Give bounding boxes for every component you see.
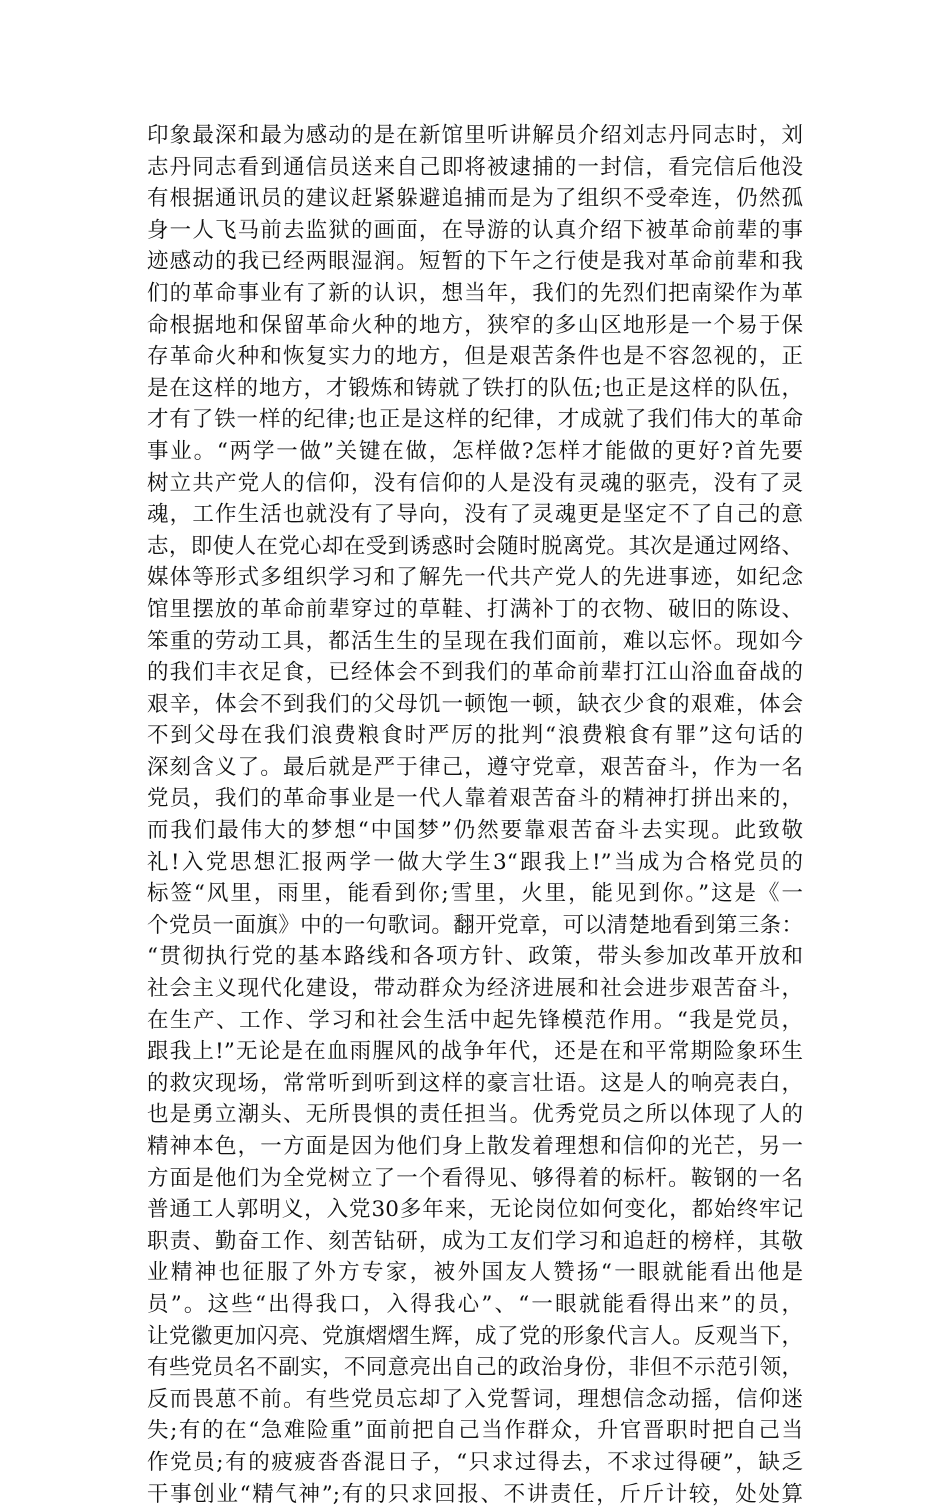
text-line: 礼!入党思想汇报两学一做大学生3“跟我上!”当成为合格党员的	[147, 849, 803, 875]
text-line: 作党员;有的疲疲沓沓混日子，“只求过得去，不求过得硬”，缺乏	[147, 1449, 803, 1475]
text-line: 职责、勤奋工作、刻苦钻研，成为工友们学习和追赶的榜样，其敬	[147, 1228, 803, 1254]
text-line: 有些党员名不副实，不同意亮出自己的政治身份，非但不示范引领，	[147, 1355, 803, 1381]
text-line: 馆里摆放的革命前辈穿过的草鞋、打满补丁的衣物、破旧的陈设、	[147, 596, 803, 622]
text-line: 业精神也征服了外方专家，被外国友人赞扬“一眼就能看出他是	[147, 1260, 803, 1286]
text-line: 党员，我们的革命事业是一代人靠着艰苦奋斗的精神打拼出来的，	[147, 786, 803, 812]
text-line: 不到父母在我们浪费粮食时严厉的批判“浪费粮食有罪”这句话的	[147, 723, 803, 749]
text-line: 而我们最伟大的梦想“中国梦”仍然要靠艰苦奋斗去实现。此致敬	[147, 818, 803, 844]
text-line: 个党员一面旗》中的一句歌词。翻开党章，可以清楚地看到第三条：	[147, 912, 803, 938]
text-line: 员”。这些“出得我口，入得我心”、“一眼就能看得出来”的员，	[147, 1291, 803, 1317]
text-line: 身一人飞马前去监狱的画面，在导游的认真介绍下被革命前辈的事	[147, 217, 803, 243]
text-line: 失;有的在“急难险重”面前把自己当作群众，升官晋职时把自己当	[147, 1418, 803, 1444]
text-line: 也是勇立潮头、无所畏惧的责任担当。优秀党员之所以体现了人的	[147, 1102, 803, 1128]
text-line: 的我们丰衣足食，已经体会不到我们的革命前辈打江山浴血奋战的	[147, 660, 803, 686]
text-line: 志丹同志看到通信员送来自己即将被逮捕的一封信，看完信后他没	[147, 154, 803, 180]
text-line: 跟我上!”无论是在血雨腥风的战争年代，还是在和平常期险象环生	[147, 1039, 803, 1065]
text-line: 精神本色，一方面是因为他们身上散发着理想和信仰的光芒，另一	[147, 1134, 803, 1159]
text-line: 让党徽更加闪亮、党旗熠熠生辉，成了党的形象代言人。反观当下，	[147, 1323, 803, 1349]
text-line: 深刻含义了。最后就是严于律己，遵守党章，艰苦奋斗，作为一名	[147, 754, 803, 780]
body-text	[147, 120, 803, 1510]
text-line: 艰辛，体会不到我们的父母饥一顿饱一顿，缺衣少食的艰难，体会	[147, 691, 803, 717]
text-line: “贯彻执行党的基本路线和各项方针、政策，带头参加改革开放和	[147, 944, 803, 970]
text-line: 存革命火种和恢复实力的地方，但是艰苦条件也是不容忽视的，正	[147, 344, 803, 370]
text-line: 魂，工作生活也就没有了导向，没有了灵魂更是坚定不了自己的意	[147, 502, 803, 528]
text-line: 反而畏葸不前。有些党员忘却了入党誓词，理想信念动摇，信仰迷	[147, 1386, 803, 1412]
text-line: 志，即使人在党心却在受到诱惑时会随时脱离党。其次是通过网络、	[147, 533, 803, 559]
text-line: 标签“风里，雨里，能看到你;雪里，火里，能见到你。”这是《一	[147, 881, 803, 907]
text-line: 媒体等形式多组织学习和了解先一代共产党人的先进事迹，如纪念	[147, 565, 803, 591]
text-line: 在生产、工作、学习和社会生活中起先锋模范作用。“我是党员，	[147, 1007, 803, 1033]
text-line: 印象最深和最为感动的是在新馆里听讲解员介绍刘志丹同志时，刘	[147, 123, 803, 148]
text-line: 树立共产党人的信仰，没有信仰的人是没有灵魂的驱壳，没有了灵	[147, 470, 803, 496]
text-line: 普通工人郭明义，入党30多年来，无论岗位如何变化，都始终牢记	[147, 1197, 803, 1223]
text-line: 迹感动的我已经两眼湿润。短暂的下午之行使是我对革命前辈和我	[147, 249, 803, 275]
text-line: 命根据地和保留革命火种的地方，狭窄的多山区地形是一个易于保	[147, 312, 803, 338]
text-line: 才有了铁一样的纪律;也正是这样的纪律，才成就了我们伟大的革命	[147, 407, 803, 433]
text-line: 干事创业“精气神”;有的只求回报、不讲责任，斤斤计较，处处算	[147, 1481, 803, 1507]
text-line: 事业。“两学一做”关键在做，怎样做?怎样才能做的更好?首先要	[147, 438, 803, 464]
text-line: 方面是他们为全党树立了一个看得见、够得着的标杆。鞍钢的一名	[147, 1165, 803, 1191]
text-line: 是在这样的地方，才锻炼和铸就了铁打的队伍;也正是这样的队伍，	[147, 375, 803, 401]
text-line: 笨重的劳动工具，都活生生的呈现在我们面前，难以忘怀。现如今	[147, 628, 803, 654]
text-line: 社会主义现代化建设，带动群众为经济进展和社会进步艰苦奋斗，	[147, 976, 803, 1002]
text-line: 的救灾现场，常常听到听到这样的豪言壮语。这是人的响亮表白，	[147, 1070, 803, 1096]
text-line: 们的革命事业有了新的认识，想当年，我们的先烈们把南梁作为革	[147, 280, 803, 306]
text-line: 有根据通讯员的建议赶紧躲避追捕而是为了组织不受牵连，仍然孤	[147, 186, 803, 212]
